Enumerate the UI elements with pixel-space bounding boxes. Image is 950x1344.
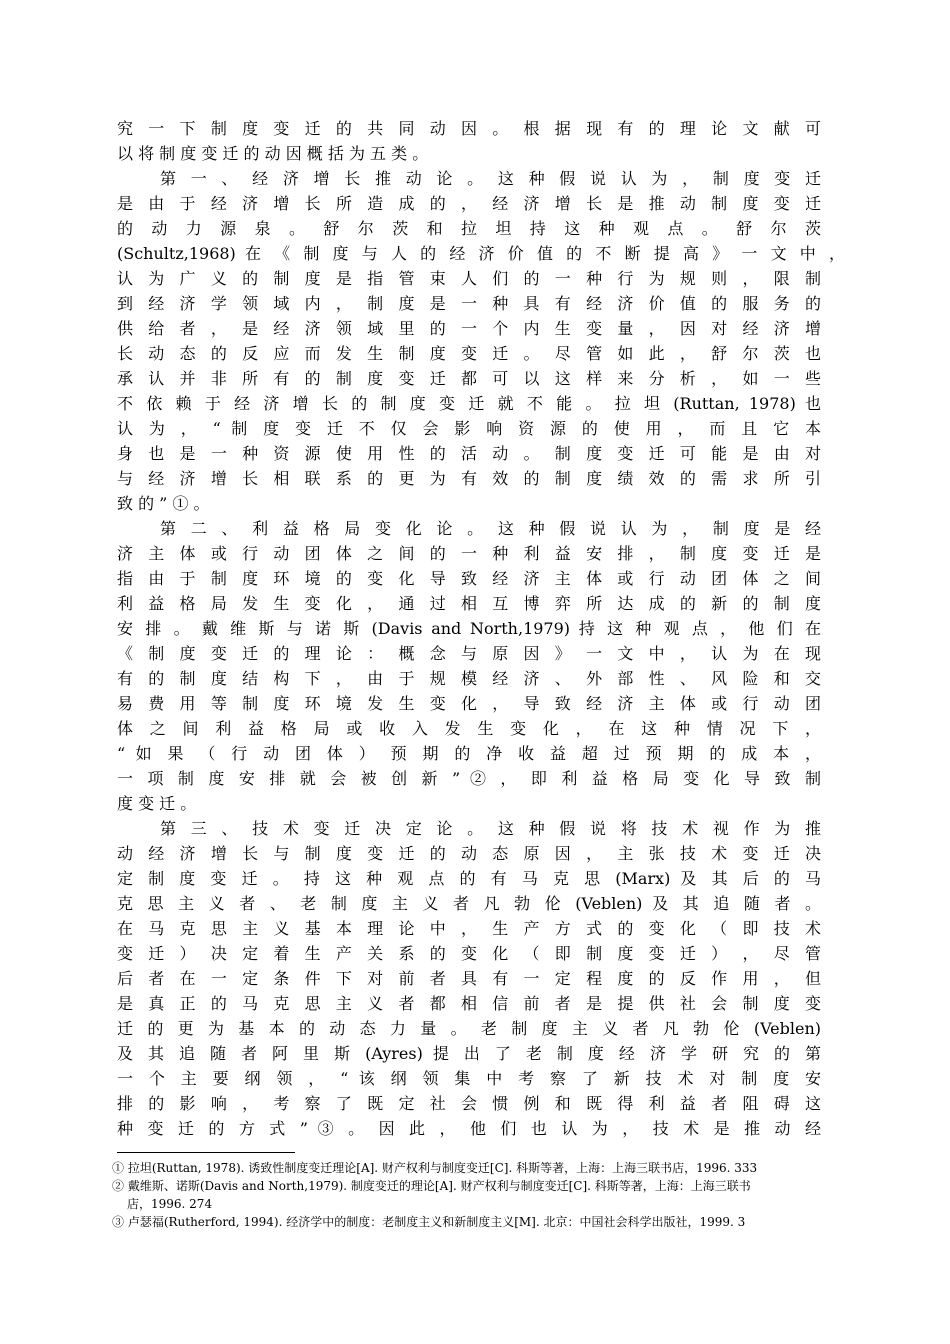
- body-text-line: 认 为 广 义 的 制 度 是 指 管 束 人 们 的 一 种 行 为 规 则 ， 限 制: [117, 269, 821, 288]
- body-text-line: 承 认 并 非 所 有 的 制 度 变 迁 都 可 以 这 样 来 分 析 ， 如 一 些: [117, 369, 821, 388]
- body-text-line: 后 者 在 一 定 条 件 下 对 前 者 具 有 一 定 程 度 的 反 作 用 ， 但: [117, 969, 821, 988]
- body-text-line: 定 制 度 变 迁 。 持 这 种 观 点 的 有 马 克 思 (Marx) 及 其 后 的 马: [117, 869, 821, 888]
- body-text-line: 身 也 是 一 种 资 源 使 用 性 的 活 动 。 制 度 变 迁 可 能 是 由 对: [117, 444, 821, 463]
- body-text-line: 克 思 主 义 者 、 老 制 度 主 义 者 凡 勃 伦 (Veblen) 及 其 追 随 者 。: [117, 894, 821, 913]
- body-text-line: 是 真 正 的 马 克 思 主 义 者 都 相 信 前 者 是 提 供 社 会 制 度 变: [117, 994, 821, 1013]
- body-text-line: 的 动 力 源 泉 。 舒 尔 茨 和 拉 坦 持 这 种 观 点 。 舒 尔 茨: [117, 219, 821, 238]
- body-text-line: (Schultz,1968) 在 《 制 度 与 人 的 经 济 价 值 的 不 断 提 高 》 一 文 中 ，: [117, 244, 845, 263]
- body-text-line: 以 将 制 度 变 迁 的 动 因 概 括 为 五 类 。: [117, 144, 429, 163]
- body-text-line: 种 变 迁 的 方 式 ” ③ 。 因 此 ， 他 们 也 认 为 ， 技 术 是 推 动 经: [117, 1119, 821, 1138]
- footnote-2: ② 戴维斯、诺斯(Davis and North,1979). 制度变迁的理论[A]. 财产权利与制度变迁[C]. 科斯等著，上海：上海三联书: [112, 1179, 751, 1193]
- body-text-line: 指 由 于 制 度 环 境 的 变 化 导 致 经 济 主 体 或 行 动 团 体 之 间: [117, 569, 821, 588]
- body-text-line: 在 马 克 思 主 义 基 本 理 论 中 ， 生 产 方 式 的 变 化 （ 即 技 术: [117, 919, 821, 938]
- body-text-line: 及 其 追 随 者 阿 里 斯 (Ayres) 提 出 了 老 制 度 经 济 学 研 究 的 第: [117, 1044, 821, 1063]
- body-text-line: 长 动 态 的 反 应 而 发 生 制 度 变 迁 。 尽 管 如 此 ， 舒 尔 茨 也: [117, 344, 821, 363]
- body-text-line: 认 为 ， “ 制 度 变 迁 不 仅 会 影 响 资 源 的 使 用 ， 而 且 它 本: [117, 419, 821, 438]
- body-text-line: 不 依 赖 于 经 济 增 长 的 制 度 变 迁 就 不 能 。 拉 坦 (Ruttan, 1978) 也: [117, 394, 821, 413]
- body-text-line: 是 由 于 经 济 增 长 所 造 成 的 ， 经 济 增 长 是 推 动 制 度 变 迁: [117, 194, 821, 213]
- body-text-line: 体 之 间 利 益 格 局 或 收 入 发 生 变 化 ， 在 这 种 情 况 下 ，: [117, 719, 821, 738]
- body-text-line: 第 三 、 技 术 变 迁 决 定 论 。 这 种 假 说 将 技 术 视 作 为 推: [160, 819, 821, 838]
- body-text-line: 度 变 迁 。: [117, 794, 197, 813]
- body-text-line: 易 费 用 等 制 度 环 境 发 生 变 化 ， 导 致 经 济 主 体 或 行 动 团: [117, 694, 821, 713]
- body-text-line: “ 如 果 （ 行 动 团 体 ） 预 期 的 净 收 益 超 过 预 期 的 成 本 ，: [117, 744, 821, 763]
- footnote-3: ③ 卢瑟福(Rutherford, 1994). 经济学中的制度：老制度主义和新制度主义[M]. 北京：中国社会科学出版社，1999. 3: [112, 1215, 746, 1229]
- footnote-1: ① 拉坦(Ruttan, 1978). 诱致性制度变迁理论[A]. 财产权利与制度变迁[C]. 科斯等著，上海：上海三联书店，1996. 333: [112, 1161, 758, 1175]
- footnote-2-continued: 店，1996. 274: [127, 1197, 213, 1211]
- body-text-line: 济 主 体 或 行 动 团 体 之 间 的 一 种 利 益 安 排 ， 制 度 变 迁 是: [117, 544, 821, 563]
- body-text-line: 变 迁 ） 决 定 着 生 产 关 系 的 变 化 （ 即 制 度 变 迁 ） ， 尽 管: [117, 944, 821, 963]
- body-text-line: 致 的 ” ① 。: [117, 494, 210, 513]
- body-text-line: 安 排 。 戴 维 斯 与 诺 斯 (Davis and North,1979) 持 这 种 观 点 ， 他 们 在: [117, 619, 821, 638]
- body-text-line: 《 制 度 变 迁 的 理 论 ： 概 念 与 原 因 》 一 文 中 ， 认 为 在 现: [117, 644, 821, 663]
- body-text-line: 动 经 济 增 长 与 制 度 变 迁 的 动 态 原 因 ， 主 张 技 术 变 迁 决: [117, 844, 821, 863]
- body-text-line: 一 项 制 度 安 排 就 会 被 创 新 ” ② ， 即 利 益 格 局 变 化 导 致 制: [117, 769, 821, 788]
- body-text-line: 利 益 格 局 发 生 变 化 ， 通 过 相 互 博 弈 所 达 成 的 新 的 制 度: [117, 594, 821, 613]
- body-text-line: 究 一 下 制 度 变 迁 的 共 同 动 因 。 根 据 现 有 的 理 论 文 献 可: [117, 119, 821, 138]
- body-text-line: 与 经 济 增 长 相 联 系 的 更 为 有 效 的 制 度 绩 效 的 需 求 所 引: [117, 469, 821, 488]
- footnote-separator: [117, 1152, 295, 1153]
- body-text-line: 迁 的 更 为 基 本 的 动 态 力 量 。 老 制 度 主 义 者 凡 勃 伦 (Veblen): [117, 1019, 821, 1038]
- body-text-line: 供 给 者 ， 是 经 济 领 域 里 的 一 个 内 生 变 量 ， 因 对 经 济 增: [117, 319, 821, 338]
- body-text-line: 有 的 制 度 结 构 下 ， 由 于 规 模 经 济 、 外 部 性 、 风 险 和 交: [117, 669, 821, 688]
- body-text-line: 排 的 影 响 ， 考 察 了 既 定 社 会 惯 例 和 既 得 利 益 者 阻 碍 这: [117, 1094, 821, 1113]
- body-text-line: 第 二 、 利 益 格 局 变 化 论 。 这 种 假 说 认 为 ， 制 度 是 经: [160, 519, 821, 538]
- body-text-line: 第 一 、 经 济 增 长 推 动 论 。 这 种 假 说 认 为 ， 制 度 变 迁: [160, 169, 821, 188]
- body-text-line: 一 个 主 要 纲 领 ， “ 该 纲 领 集 中 考 察 了 新 技 术 对 制 度 安: [117, 1069, 821, 1088]
- body-text-line: 到 经 济 学 领 域 内 ， 制 度 是 一 种 具 有 经 济 价 值 的 服 务 的: [117, 294, 821, 313]
